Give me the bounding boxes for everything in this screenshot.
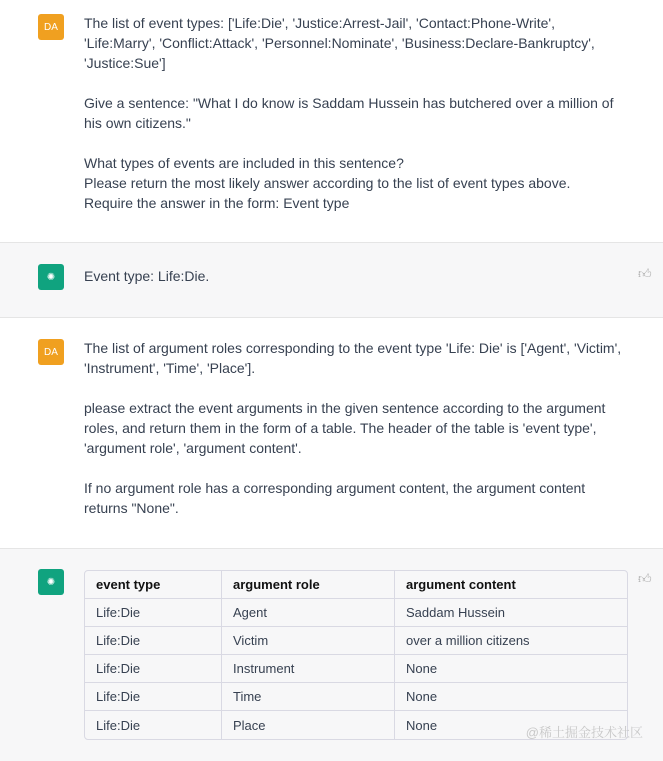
assistant-message-2	[0, 549, 663, 761]
assistant-message-1	[0, 243, 663, 318]
message-text: The list of event types: ['Life:Die', 'Justice:Arrest-Jail', 'Contact:Phone-Write', 'Life:Marry', 'Conflict:Attack', 'Personnel:Nominate', 'Business:Declare-Bankruptcy', 'Justice:Sue'] Give a sentence: "What I do know is Saddam Hussein has butchered over a million of his own citizens." What types of events are included in this sentence? Please return the most likely answer according to the list of event types above. Require the answer in the form: Event type	[84, 15, 614, 211]
header-cell: event type	[85, 571, 222, 599]
header-cell: argument content	[395, 571, 627, 599]
message-text: The list of argument roles corresponding to the event type 'Life: Die' is ['Agent', 'Victim', 'Instrument', 'Time', 'Place']. please extract the event arguments in the given sentence according to the argument roles, and return them in the form of a table. The header of the table is 'event type', 'argument role', 'argument content'. If no argument role has a corresponding argument content, the argument content returns "None".	[84, 340, 622, 516]
table-cell: None	[406, 717, 438, 733]
table-cell: over a million citizens	[395, 627, 627, 655]
user-avatar: DA	[38, 14, 64, 40]
table-cell: Time	[222, 683, 395, 711]
arguments-table	[84, 570, 628, 740]
table-cell: Instrument	[222, 655, 395, 683]
thumbs-up-icon[interactable]: 👍︎	[638, 571, 652, 586]
message-text: Event type: Life:Die.	[84, 268, 210, 284]
user-message-1	[0, 0, 663, 243]
table-cell: None	[395, 683, 627, 711]
table-cell: Saddam Hussein	[395, 599, 627, 627]
table-row	[85, 655, 627, 683]
user-message-2	[0, 318, 663, 549]
header-cell: argument role	[222, 571, 395, 599]
table-cell: Life:Die	[85, 683, 222, 711]
table-cell: Victim	[222, 627, 395, 655]
thumbs-up-icon[interactable]: 👍︎	[638, 266, 652, 281]
table-cell: Life:Die	[85, 655, 222, 683]
table-cell: None	[395, 655, 627, 683]
user-avatar: DA	[38, 339, 64, 365]
table-header-row	[85, 571, 627, 599]
table-cell: Agent	[222, 599, 395, 627]
table-row	[85, 627, 627, 655]
table-row	[85, 599, 627, 627]
table-cell: Life:Die	[85, 711, 222, 739]
table-cell: Life:Die	[85, 599, 222, 627]
table-cell: Life:Die	[85, 627, 222, 655]
chatgpt-logo-icon: ✺	[38, 569, 64, 595]
table-cell: Place	[222, 711, 395, 739]
watermark: @稀土掘金技术社区	[525, 725, 643, 740]
table-row	[85, 683, 627, 711]
chatgpt-logo-icon: ✺	[38, 264, 64, 290]
